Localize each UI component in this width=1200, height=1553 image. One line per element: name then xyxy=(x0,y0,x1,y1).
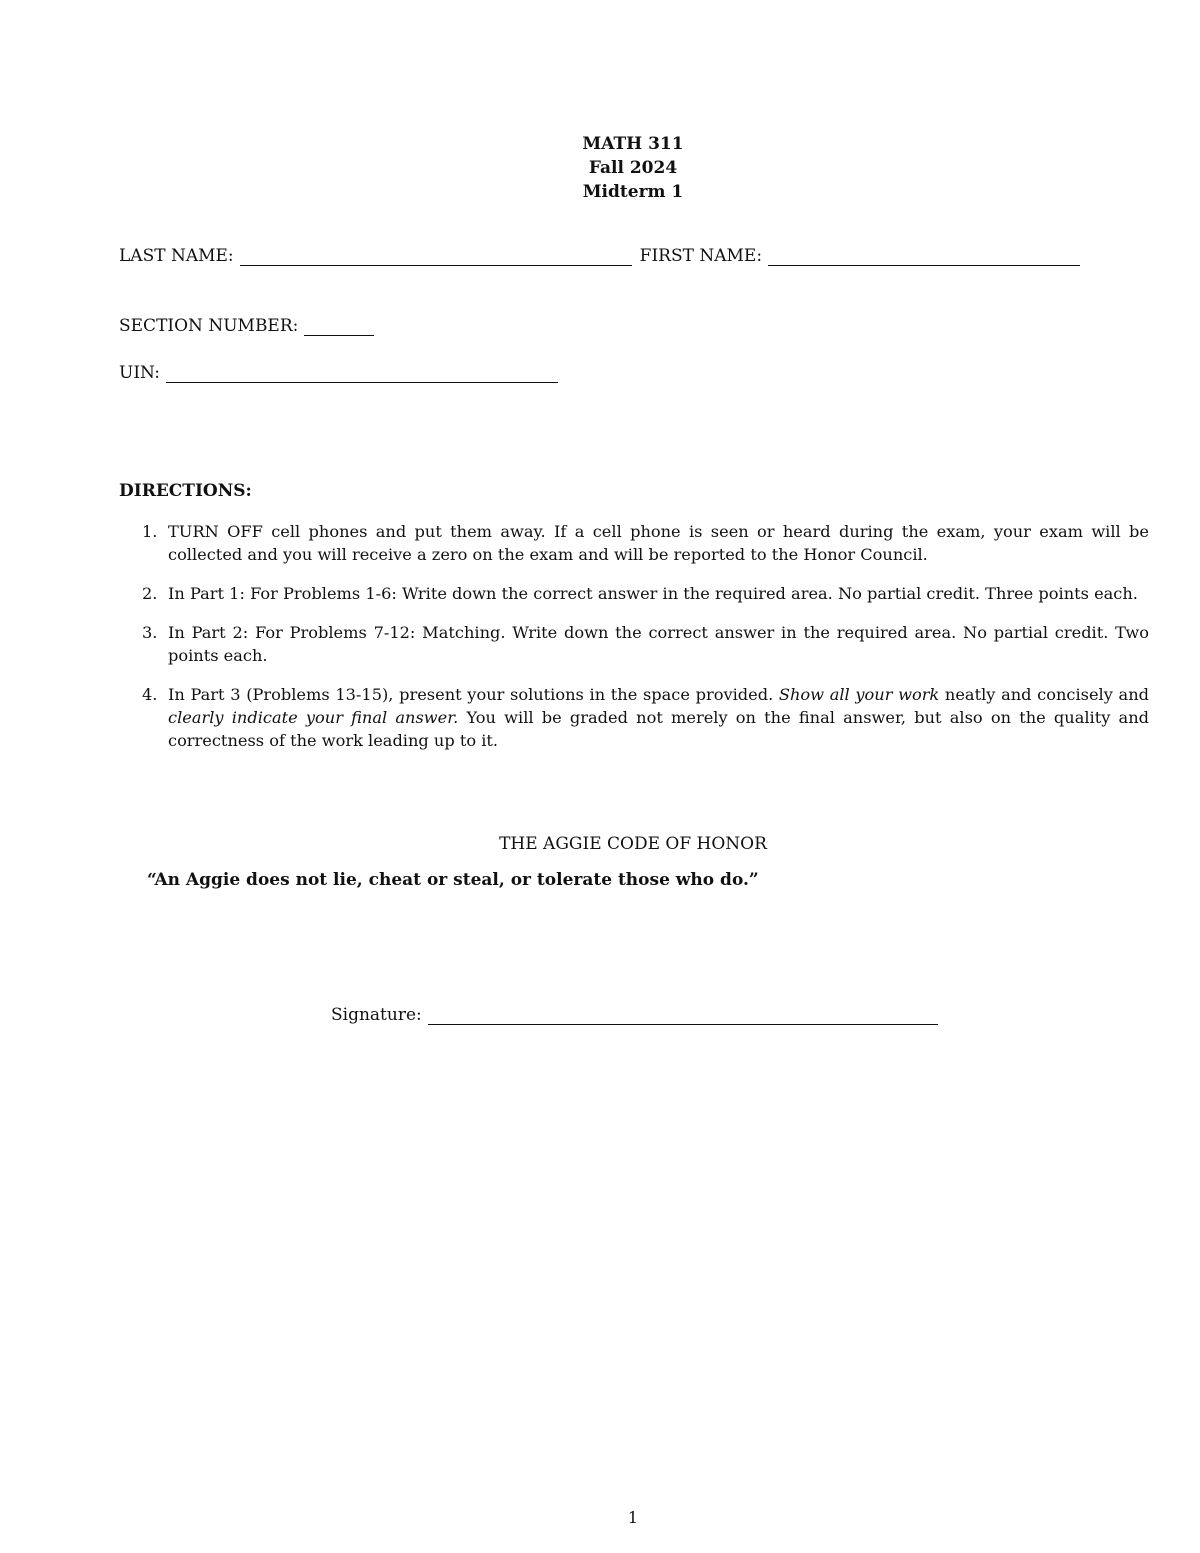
direction-item xyxy=(119,582,1149,605)
last-name-field[interactable] xyxy=(240,251,632,266)
exam-title: Midterm 1 xyxy=(582,182,684,202)
direction-number: 3. xyxy=(142,623,158,642)
section-number-label: SECTION NUMBER: xyxy=(119,316,299,336)
direction-text: In Part 3 (Problems 13-15), present your solutions in the space provided. xyxy=(168,685,779,704)
honor-code-title: THE AGGIE CODE OF HONOR xyxy=(499,834,767,854)
direction-number: 4. xyxy=(142,685,158,704)
direction-item xyxy=(119,520,1149,566)
direction-text: neatly and concisely and xyxy=(939,685,1149,704)
direction-item xyxy=(119,621,1149,667)
signature-label: Signature: xyxy=(331,1005,422,1025)
direction-text: TURN OFF cell phones and put them away. If a cell phone is seen or heard during the exam, your exam will be collected and you will receive a zero on the exam and will be reported to the Honor Council. xyxy=(168,522,1149,564)
directions-title: DIRECTIONS: xyxy=(119,481,252,501)
last-name-label: LAST NAME: xyxy=(119,246,234,266)
signature-field[interactable] xyxy=(428,1010,938,1025)
directions-list xyxy=(119,520,1149,768)
course-title: MATH 311 xyxy=(582,134,684,154)
exam-header xyxy=(0,132,1200,204)
uin-field[interactable] xyxy=(166,368,558,383)
direction-emphasis: Show all your work xyxy=(778,685,940,704)
first-name-field[interactable] xyxy=(768,251,1080,266)
section-number-field[interactable] xyxy=(304,321,374,336)
direction-number: 1. xyxy=(142,522,158,541)
signature-row xyxy=(331,1005,938,1025)
term-title: Fall 2024 xyxy=(588,158,678,178)
direction-text: In Part 1: For Problems 1-6: Write down the correct answer in the required area. No partial credit. Three points each. xyxy=(168,584,1138,603)
first-name-label: FIRST NAME: xyxy=(639,246,763,266)
name-row xyxy=(119,246,1080,266)
direction-text: In Part 2: For Problems 7-12: Matching. Write down the correct answer in the required area. No partial credit. Two points each. xyxy=(168,623,1149,665)
direction-number: 2. xyxy=(142,584,158,603)
uin-label: UIN: xyxy=(119,363,161,383)
page-number: 1 xyxy=(627,1508,639,1527)
honor-code-quote: “An Aggie does not lie, cheat or steal, or tolerate those who do.” xyxy=(147,870,759,890)
section-row xyxy=(119,316,374,336)
uin-row xyxy=(119,363,558,383)
direction-text: You will be graded not merely on the final answer, but also on the quality and correctness of the work leading up to it. xyxy=(168,708,1149,750)
direction-item xyxy=(119,683,1149,752)
direction-emphasis: clearly indicate your final answer. xyxy=(168,708,459,727)
